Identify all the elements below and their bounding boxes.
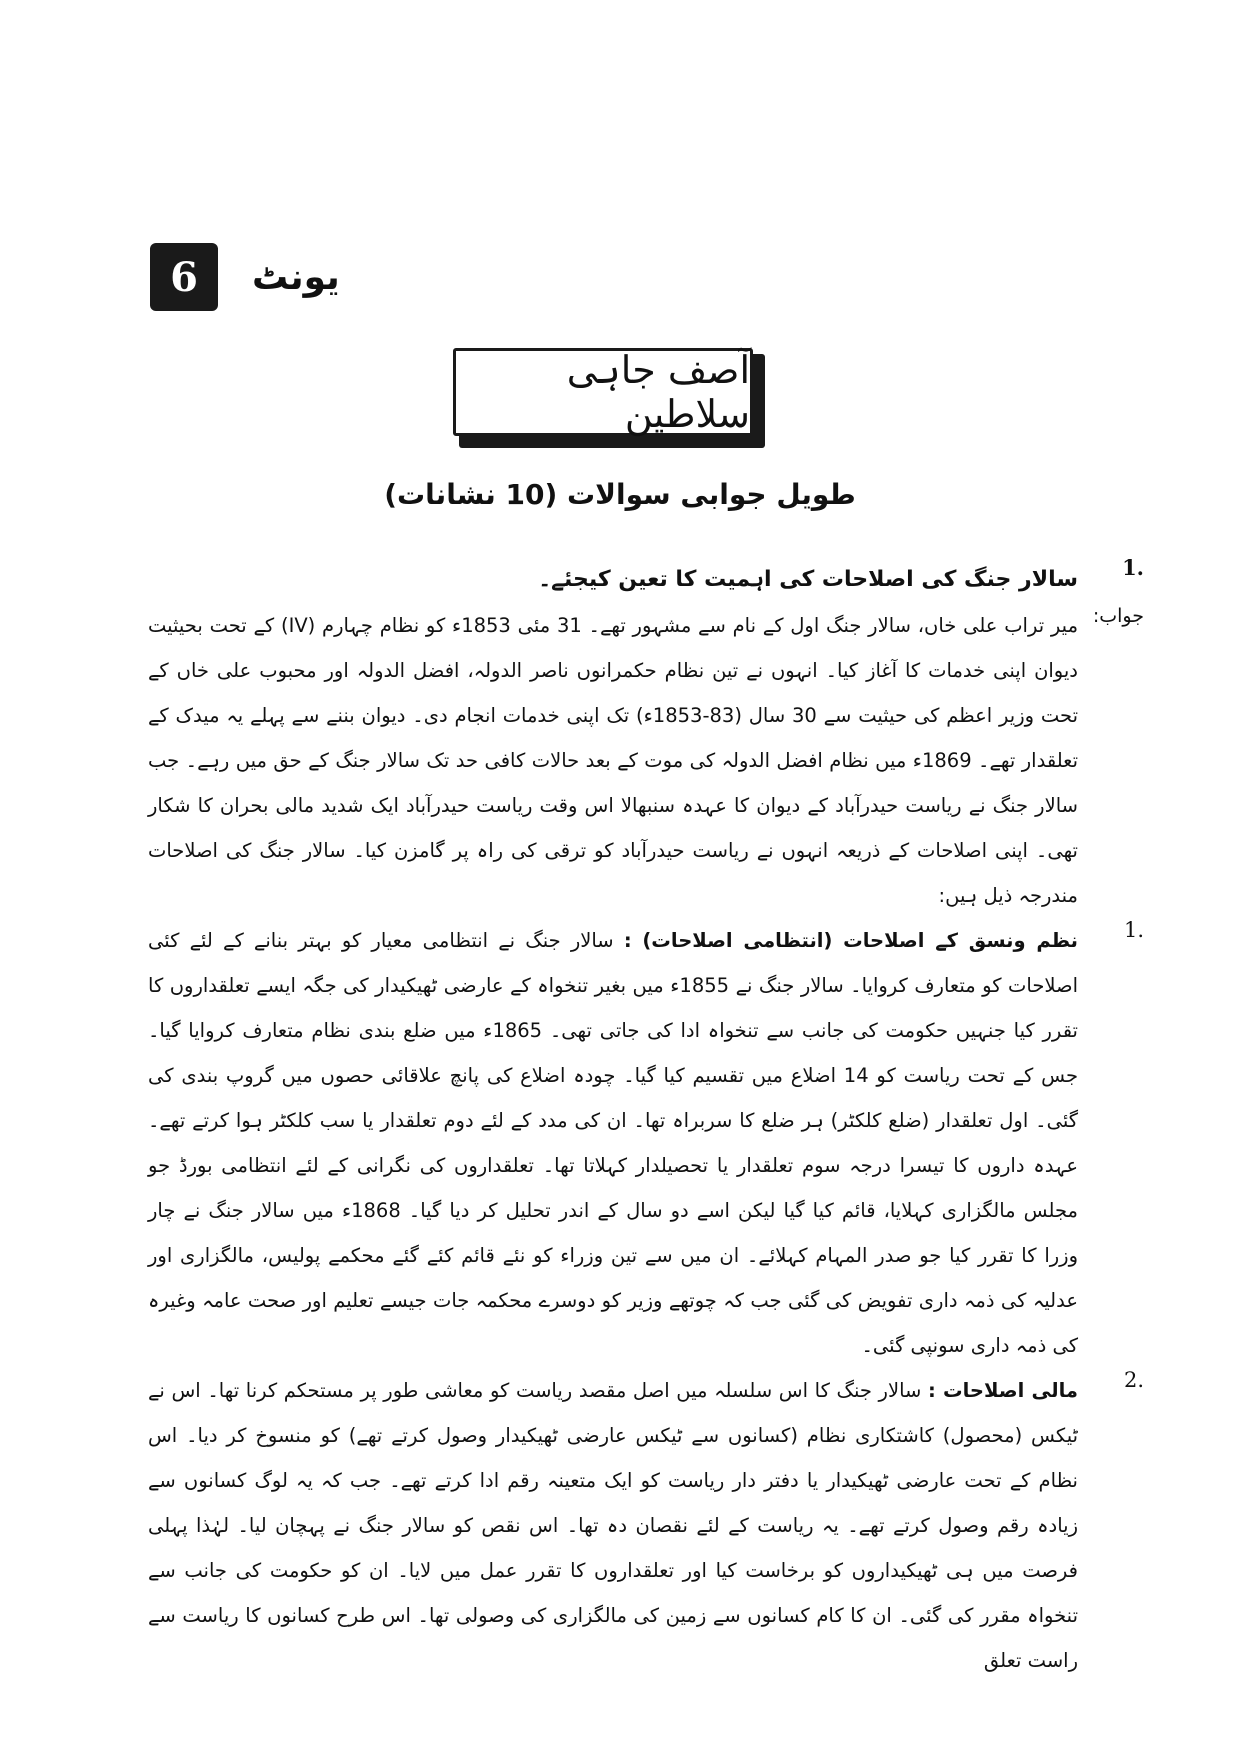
main-content <box>148 555 1144 1683</box>
question <box>148 555 1144 603</box>
item-paragraph <box>148 1368 1078 1683</box>
item-text: سالار جنگ کا اس سلسلہ میں اصل مقصد ریاست کو معاشی طور پر مستحکم کرنا تھا۔ اس نے ٹیکس (محصول) کاشتکاری نظام (کسانوں سے ٹیکس عارضی ٹھیکیدار وصول کرتے تھے) کو منسوخ کر دیا۔ اس نظام کے تحت عارضی ٹھیکیدار یا دفتر دار ریاست کو ایک متعینہ رقم ادا کرتے تھے۔ جب کہ یہ لوگ کسانوں سے زیادہ رقم وصول کرتے تھے۔ یہ ریاست کے لئے نقصان دہ تھا۔ اس نقص کو سالار جنگ نے پہچان لیا۔ لہٰذا پہلی فرصت میں ہی ٹھیکیداروں کو برخاست کیا اور تعلقداروں کا تقرر عمل میں لایا۔ ان کو حکومت کی جانب سے تنخواہ مقرر کی گئی۔ ان کا کام کسانوں سے زمین کی مالگزاری کی وصولی تھا۔ اس طرح کسانوں کا ریاست سے راست تعلق <box>148 1379 1078 1672</box>
item-paragraph <box>148 918 1078 1368</box>
item-number: 1. <box>1123 918 1144 942</box>
item-heading: نظم ونسق کے اصلاحات (انتظامی اصلاحات) : <box>623 929 1078 952</box>
unit-header <box>150 243 340 311</box>
chapter-title-frame <box>453 348 765 448</box>
item-number: 2. <box>1123 1368 1144 1392</box>
list-item <box>148 1368 1144 1683</box>
question-text: سالار جنگ کی اصلاحات کی اہمیت کا تعین کیجئے۔ <box>538 566 1078 592</box>
section-heading: طویل جوابی سوالات (10 نشانات) <box>384 478 856 511</box>
chapter-title: آصف جاہی سلاطین <box>453 348 753 436</box>
unit-label: یونٹ <box>252 256 340 298</box>
answer-label: جواب: <box>1092 605 1144 627</box>
unit-number-badge: 6 <box>150 243 218 311</box>
item-text: سالار جنگ نے انتظامی معیار کو بہتر بنانے کے لئے کئی اصلاحات کو متعارف کروایا۔ سالار جنگ نے 1855ء میں بغیر تنخواہ کے عارضی ٹھیکیدار کی جگہ ایسے تعلقداروں کا تقرر کیا جنہیں حکومت کی جانب سے تنخواہ ادا کی جاتی تھی۔ 1865ء میں ضلع بندی نظام متعارف کروایا گیا۔ جس کے تحت ریاست کو 14 اضلاع میں تقسیم کیا گیا۔ چودہ اضلاع کی پانچ علاقائی حصوں میں گروپ بندی کی گئی۔ اول تعلقدار (ضلع کلکٹر) ہر ضلع کا سربراہ تھا۔ ان کی مدد کے لئے دوم تعلقدار یا سب کلکٹر ہوا کرتے تھے۔ عہدہ داروں کا تیسرا درجہ سوم تعلقدار یا تحصیلدار کہلاتا تھا۔ تعلقداروں کی نگرانی کے لئے انتظامی بورڈ جو مجلس مالگزاری کہلایا، قائم کیا گیا لیکن اسے دو سال کے اندر تحلیل کر دیا گیا۔ 1868ء میں سالار جنگ نے چار وزرا کا تقرر کیا جو صدر المہام کہلائے۔ ان میں سے تین وزراء کو نئے قائم کئے گئے محکمے پولیس، مالگزاری اور عدلیہ کی ذمہ داری تفویض کی گئی جب کہ چوتھے وزیر کو دوسرے محکمہ جات جیسے تعلیم اور صحت عامہ وغیرہ کی ذمہ داری سونپی گئی۔ <box>148 929 1078 1357</box>
question-number: 1. <box>1122 555 1144 580</box>
answer-text: میر تراب علی خاں، سالار جنگ اول کے نام سے مشہور تھے۔ 31 مئی 1853ء کو نظام چہارم (IV) کے تحت بحیثیت دیوان اپنی خدمات کا آغاز کیا۔ انہوں نے تین نظام حکمرانوں ناصر الدولہ، افضل الدولہ اور محبوب علی خاں کے تحت وزیر اعظم کی حیثیت سے 30 سال (83-1853ء) تک اپنی خدمات انجام دی۔ دیوان بننے سے پہلے یہ میدک کے تعلقدار تھے۔ 1869ء میں نظام افضل الدولہ کی موت کے بعد حالات کافی حد تک سالار جنگ کے حق میں رہے۔ جب سالار جنگ نے ریاست حیدرآباد کے دیوان کا عہدہ سنبھالا اس وقت ریاست حیدرآباد ایک شدید مالی بحران کا شکار تھی۔ اپنی اصلاحات کے ذریعہ انہوں نے ریاست حیدرآباد کو ترقی کی راہ پر گامزن کیا۔ سالار جنگ کی اصلاحات مندرجہ ذیل ہیں: <box>148 614 1079 907</box>
answer-block <box>148 603 1144 918</box>
item-heading: مالی اصلاحات : <box>928 1379 1078 1402</box>
list-item <box>148 918 1144 1368</box>
